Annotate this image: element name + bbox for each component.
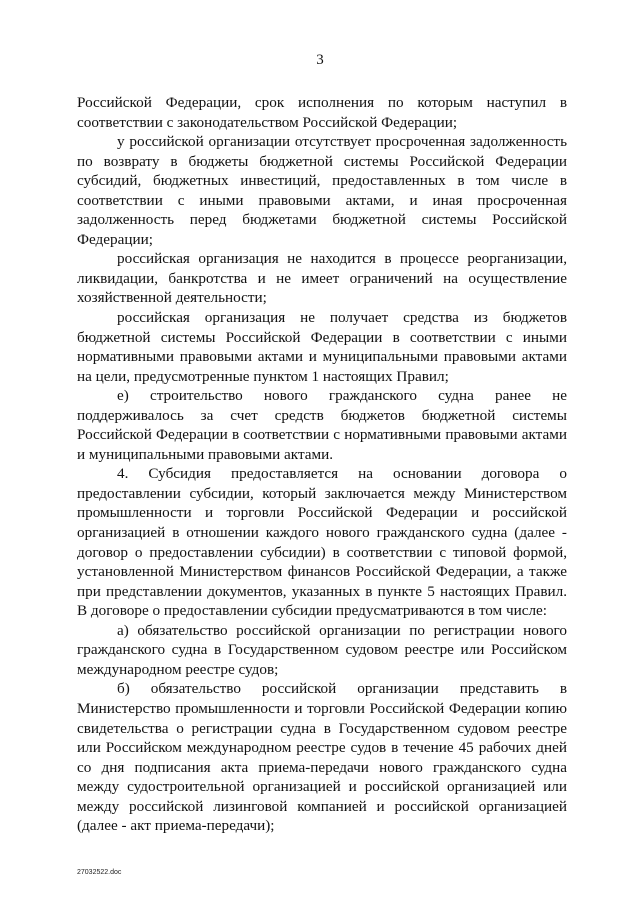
paragraph-item-b: б) обязательство российской организации представить в Министерство промышленности и торговли Российской Федерации копию свидетельства о регистрации судна в Государственном судовом реестре или Российском международном реестре судов в течение 45 рабочих дней со дня подписания акта приема-передачи нового гражданского судна между судостроительной организацией и российской организацией или между российской лизинговой компанией и российской организацией (далее - акт приема-передачи); [77,680,567,835]
paragraph-no-debt: у российской организации отсутствует просроченная задолженность по возврату в бюджеты бюджетной системы Российской Федерации субсидий, бюджетных инвестиций, предоставленных в том числе в соответствии с иными правовыми актами, и иная просроченная задолженность перед бюджетами бюджетной системы Российской Федерации; [77,133,567,248]
paragraph-no-reorganization: российская организация не находится в процессе реорганизации, ликвидации, банкротства и не имеет ограничений на осуществление хозяйственной деятельности; [77,250,567,307]
paragraph-item-a: а) обязательство российской организации по регистрации нового гражданского судна в Государственном судовом реестре или Российском международном реестре судов; [77,621,567,678]
paragraph-continuation: Российской Федерации, срок исполнения по которым наступил в соответствии с законодательством Российской Федерации; [77,94,567,131]
paragraph-section-4: 4. Субсидия предоставляется на основании договора о предоставлении субсидии, который заключается между Министерством промышленности и торговли Российской Федерации и российской организацией в отношении каждого нового гражданского судна (далее - договор о предоставлении субсидии) в соответствии с типовой формой, установленной Министерством финансов Российской Федерации, а также при представлении документов, указанных в пункте 5 настоящих Правил. В договоре о предоставлении субсидии предусматриваются в том числе: [77,465,567,620]
document-body [77,93,567,836]
paragraph-no-other-funds: российская организация не получает средства из бюджетов бюджетной системы Российской Федерации в соответствии с иными нормативными правовыми актами и муниципальными правовыми актами на цели, предусмотренные пунктом 1 настоящих Правил; [77,309,567,385]
footer-filename: 27032522.doc [77,869,122,876]
page-number: 3 [316,52,324,68]
paragraph-item-e: е) строительство нового гражданского судна ранее не поддерживалось за счет средств бюджетов бюджетной системы Российской Федерации в соответствии с нормативными правовыми актами и муниципальными правовыми актами. [77,387,567,463]
